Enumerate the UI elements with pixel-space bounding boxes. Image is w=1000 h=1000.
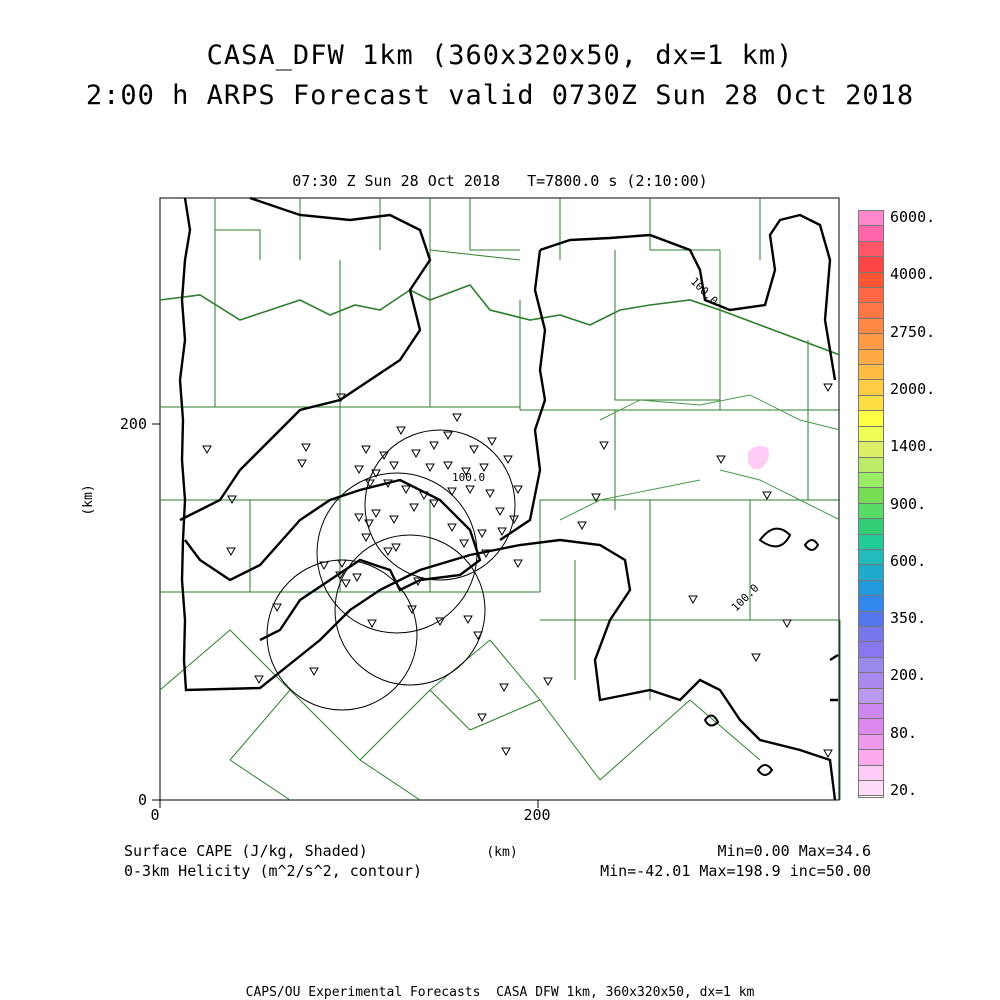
legend-swatch (859, 350, 883, 365)
legend-swatch (859, 458, 883, 473)
station-markers (203, 384, 832, 757)
title-line-2: 2:00 h ARPS Forecast valid 0730Z Sun 28 Oct 2018 (85, 80, 915, 111)
legend-swatch (859, 519, 883, 534)
contour-field-stats: Min=-42.01 Max=198.9 inc=50.00 (600, 862, 871, 880)
legend-swatch (859, 273, 883, 288)
shaded-field-caption: Surface CAPE (J/kg, Shaded) (124, 842, 368, 860)
legend-swatch (859, 766, 883, 781)
legend-swatch (859, 473, 883, 488)
legend-swatch (859, 319, 883, 334)
legend-swatch (859, 411, 883, 426)
legend-swatch (859, 427, 883, 442)
legend-swatch (859, 380, 883, 395)
legend-swatch (859, 565, 883, 580)
legend-label: 900. (890, 494, 927, 513)
legend-swatch (859, 535, 883, 550)
legend-swatch (859, 334, 883, 349)
cape-shaded-area (748, 446, 769, 469)
plot-frame (160, 198, 839, 800)
x-axis-label: (km) (486, 845, 518, 860)
legend-label: 20. (890, 781, 918, 799)
helicity-contours (180, 198, 838, 800)
legend-swatch (859, 442, 883, 457)
legend-swatch (859, 257, 883, 272)
legend-swatch (859, 781, 883, 796)
legend-swatch (859, 673, 883, 688)
legend-swatch (859, 627, 883, 642)
legend-label: 6000. (890, 208, 936, 226)
legend-swatch (859, 658, 883, 673)
y-tick-label: 0 (137, 791, 147, 809)
legend-swatch (859, 612, 883, 627)
legend-swatch (859, 303, 883, 318)
contour-label: 100.0 (728, 581, 762, 615)
legend-swatch (859, 750, 883, 765)
title-line-1: CASA_DFW 1km (360x320x50, dx=1 km) (206, 40, 794, 71)
legend-swatch (859, 226, 883, 241)
legend-label: 4000. (890, 265, 936, 284)
legend-label: 350. (890, 609, 927, 628)
legend-label: 2750. (890, 322, 936, 341)
legend-swatch (859, 642, 883, 657)
legend-swatch (859, 288, 883, 303)
contour-field-caption: 0-3km Helicity (m^2/s^2, contour) (124, 862, 423, 880)
legend-label: 80. (890, 723, 918, 742)
cape-color-legend (858, 210, 884, 798)
legend-swatch (859, 719, 883, 734)
contour-label: 100.0 (452, 471, 486, 484)
footer-credit: CAPS/OU Experimental Forecasts CASA DFW 1km, 360x320x50, dx=1 km (245, 985, 755, 1000)
legend-label: 600. (890, 551, 927, 570)
legend-swatch (859, 211, 883, 226)
legend-swatch (859, 365, 883, 380)
plot-subtitle: 07:30 Z Sun 28 Oct 2018 T=7800.0 s (2:10:00) (292, 172, 708, 190)
legend-swatch (859, 704, 883, 719)
y-axis-label: (km) (81, 484, 96, 516)
x-tick-label: 200 (523, 806, 551, 824)
legend-swatch (859, 504, 883, 519)
legend-label: 1400. (890, 437, 936, 456)
legend-swatch (859, 550, 883, 565)
legend-swatch (859, 488, 883, 503)
legend-swatch (859, 581, 883, 596)
legend-swatch (859, 242, 883, 257)
legend-swatch (859, 596, 883, 611)
contour-label: 100.0 (687, 274, 721, 308)
shaded-field-stats: Min=0.00 Max=34.6 (717, 842, 871, 860)
legend-label: 2000. (890, 379, 936, 398)
legend-label: 200. (890, 666, 927, 685)
y-tick-label: 200 (119, 415, 147, 433)
county-boundaries (160, 198, 840, 800)
x-tick-label: 0 (150, 806, 160, 824)
legend-swatch (859, 735, 883, 750)
legend-swatch (859, 396, 883, 411)
legend-swatch (859, 689, 883, 704)
